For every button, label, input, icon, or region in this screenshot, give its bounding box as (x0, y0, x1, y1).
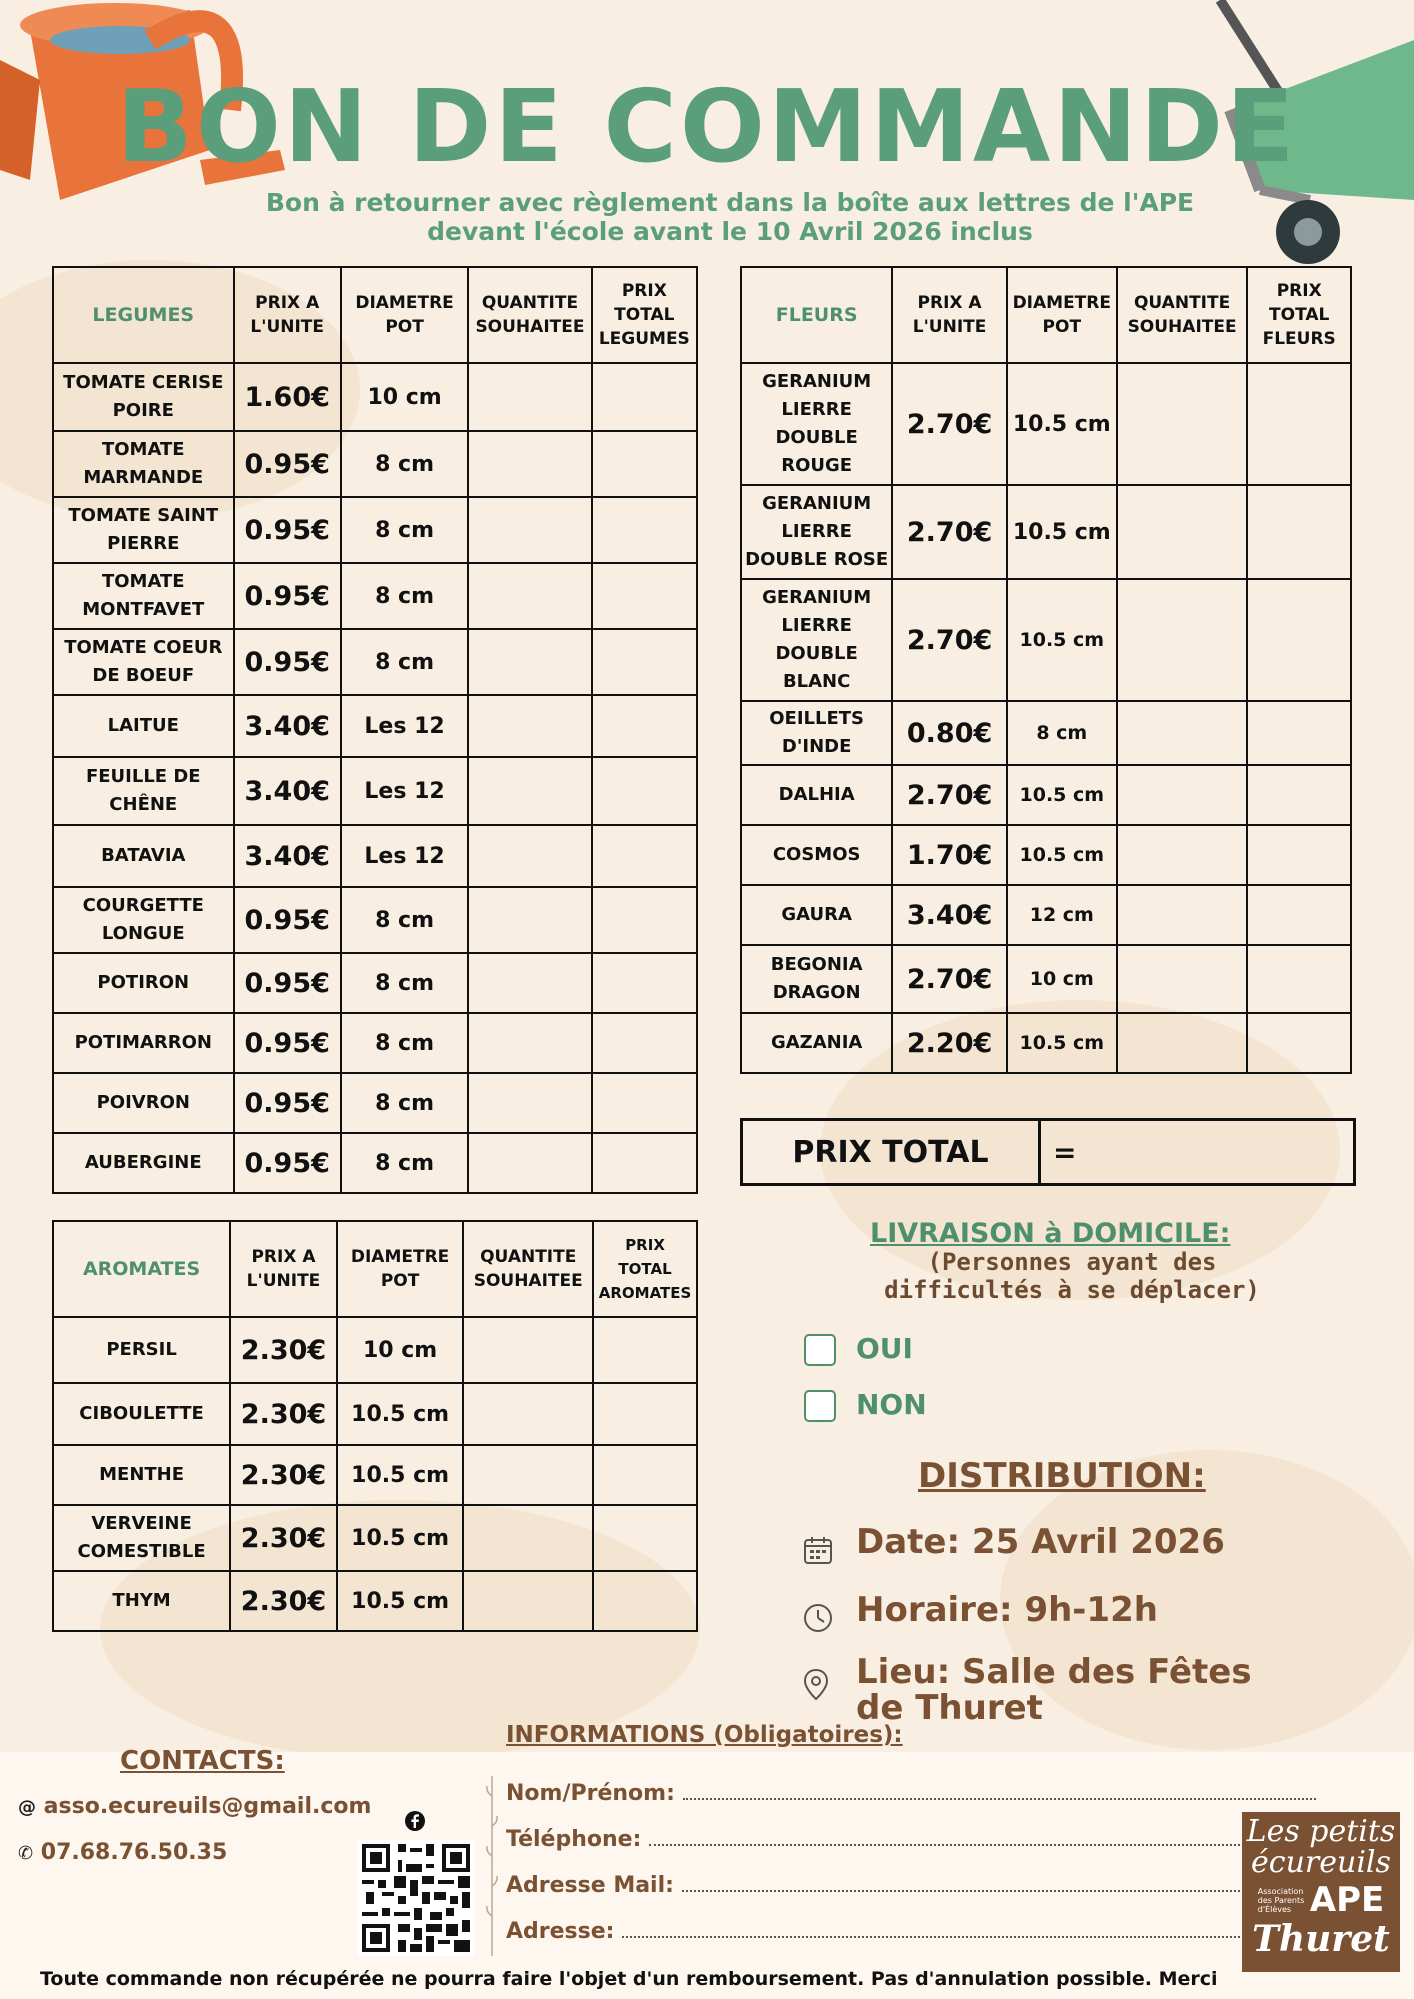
prix-total-value[interactable]: = (1053, 1135, 1077, 1169)
quantity-cell[interactable] (468, 757, 591, 825)
fleurs-table (740, 266, 1352, 1074)
product-price: 0.95€ (234, 1013, 341, 1073)
table-row (53, 431, 697, 497)
phone-icon: ✆ (18, 1843, 34, 1864)
table-row (53, 1383, 697, 1445)
email-input[interactable] (682, 1878, 1240, 1892)
table-row (53, 1073, 697, 1133)
total-cell[interactable] (1247, 885, 1351, 945)
non-label: NON (856, 1388, 927, 1421)
table-row (53, 363, 697, 431)
total-cell[interactable] (592, 629, 697, 695)
product-name: TOMATE MONTFAVET (53, 563, 234, 629)
qr-code[interactable] (358, 1840, 474, 1956)
pot-diameter: 8 cm (341, 1013, 468, 1073)
table-row (53, 1133, 697, 1193)
subtitle-line-1: Bon à retourner avec règlement dans la boîte aux lettres de l'APE (265, 188, 1195, 217)
product-name: VERVEINE COMESTIBLE (53, 1505, 230, 1571)
product-price: 2.30€ (230, 1383, 337, 1445)
quantity-cell[interactable] (1117, 485, 1248, 579)
product-name: TOMATE MARMANDE (53, 431, 234, 497)
pot-diameter: 10.5 cm (337, 1383, 464, 1445)
info-label-phone: Téléphone: (506, 1826, 642, 1852)
pot-diameter: 8 cm (341, 1133, 468, 1193)
phone-input[interactable] (649, 1832, 1240, 1846)
aromates-header-diameter: DIAMETRE POT (337, 1221, 464, 1317)
legumes-table (52, 266, 698, 1194)
fleurs-header-price: PRIX A L'UNITE (892, 267, 1007, 363)
pot-diameter: 10 cm (1007, 945, 1117, 1013)
total-cell[interactable] (592, 1013, 697, 1073)
legumes-header-total: PRIX TOTAL LEGUMES (592, 267, 697, 363)
quantity-cell[interactable] (468, 825, 591, 887)
info-field-phone (506, 1816, 1240, 1862)
prix-total-box (740, 1118, 1356, 1186)
table-row (53, 1013, 697, 1073)
pot-diameter: 8 cm (341, 887, 468, 953)
quantity-cell[interactable] (1117, 885, 1248, 945)
product-price: 1.70€ (892, 825, 1007, 885)
table-row (741, 485, 1351, 579)
quantity-cell[interactable] (463, 1505, 593, 1571)
quantity-cell[interactable] (468, 1133, 591, 1193)
pot-diameter: 8 cm (341, 431, 468, 497)
livraison-subtitle-line-1: (Personnes ayant des (927, 1248, 1217, 1276)
pot-diameter: 8 cm (341, 1073, 468, 1133)
product-name: GERANIUM LIERRE DOUBLE BLANC (741, 579, 892, 701)
product-name: GAURA (741, 885, 892, 945)
product-name: TOMATE SAINT PIERRE (53, 497, 234, 563)
total-cell[interactable] (592, 1133, 697, 1193)
product-name: POTIMARRON (53, 1013, 234, 1073)
aromates-header-price: PRIX A L'UNITE (230, 1221, 337, 1317)
quantity-cell[interactable] (468, 563, 591, 629)
logo-line-2: écureuils (1251, 1845, 1391, 1880)
quantity-cell[interactable] (1117, 701, 1248, 765)
pot-diameter: 8 cm (341, 563, 468, 629)
product-name: OEILLETS D'INDE (741, 701, 892, 765)
pot-diameter: 10.5 cm (337, 1505, 464, 1571)
page-title: BON DE COMMANDE (116, 68, 1298, 185)
product-name: POIVRON (53, 1073, 234, 1133)
pot-diameter: 10 cm (341, 363, 468, 431)
product-price: 2.30€ (230, 1317, 337, 1383)
distribution-horaire: Horaire: 9h-12h (856, 1590, 1158, 1630)
footer-note: Toute commande non récupérée ne pourra faire l'objet d'un remboursement. Pas d'annulation possible. Merci (40, 1968, 1218, 1990)
product-price: 1.60€ (234, 363, 341, 431)
distribution-lieu-line-2: de Thuret (856, 1688, 1043, 1728)
oui-label: OUI (856, 1332, 913, 1365)
pot-diameter: 10.5 cm (337, 1445, 464, 1505)
quantity-cell[interactable] (463, 1317, 593, 1383)
product-price: 2.20€ (892, 1013, 1007, 1073)
product-price: 2.30€ (230, 1571, 337, 1631)
table-row (53, 629, 697, 695)
quantity-cell[interactable] (1117, 579, 1248, 701)
table-row (741, 765, 1351, 825)
quantity-cell[interactable] (468, 953, 591, 1013)
info-label-email: Adresse Mail: (506, 1872, 674, 1898)
total-cell[interactable] (1247, 485, 1351, 579)
pot-diameter: 10.5 cm (1007, 825, 1117, 885)
table-row (741, 825, 1351, 885)
pot-diameter: 10.5 cm (1007, 1013, 1117, 1073)
table-row (741, 701, 1351, 765)
total-cell[interactable] (1247, 825, 1351, 885)
product-name: GERANIUM LIERRE DOUBLE ROUGE (741, 363, 892, 485)
total-cell[interactable] (592, 431, 697, 497)
table-row (53, 757, 697, 825)
logo-line-1: Les petits (1246, 1814, 1396, 1849)
prix-total-label: PRIX TOTAL (743, 1121, 1041, 1183)
table-row (53, 695, 697, 757)
total-cell[interactable] (593, 1383, 697, 1445)
total-cell[interactable] (592, 757, 697, 825)
product-name: CIBOULETTE (53, 1383, 230, 1445)
quantity-cell[interactable] (463, 1383, 593, 1445)
total-cell[interactable] (592, 497, 697, 563)
total-cell[interactable] (592, 363, 697, 431)
product-name: DALHIA (741, 765, 892, 825)
pot-diameter: 10 cm (337, 1317, 464, 1383)
location-pin-icon (802, 1668, 830, 1702)
logo-association: Association des Parents d'Élèves (1257, 1886, 1305, 1914)
total-cell[interactable] (592, 695, 697, 757)
table-row (53, 563, 697, 629)
quantity-cell[interactable] (1117, 363, 1248, 485)
aromates-header-category: AROMATES (53, 1221, 230, 1317)
product-price: 2.70€ (892, 945, 1007, 1013)
product-name: BEGONIA DRAGON (741, 945, 892, 1013)
total-cell[interactable] (593, 1571, 697, 1631)
table-row (53, 953, 697, 1013)
product-name: BATAVIA (53, 825, 234, 887)
product-price: 0.95€ (234, 563, 341, 629)
pot-diameter: 12 cm (1007, 885, 1117, 945)
subtitle (260, 188, 1200, 246)
total-cell[interactable] (592, 563, 697, 629)
oui-checkbox[interactable] (804, 1334, 836, 1366)
pot-diameter: Les 12 (341, 757, 468, 825)
table-row (53, 825, 697, 887)
total-cell[interactable] (593, 1445, 697, 1505)
total-cell[interactable] (1247, 765, 1351, 825)
quantity-cell[interactable] (1117, 1013, 1248, 1073)
pot-diameter: Les 12 (341, 695, 468, 757)
product-name: TOMATE COEUR DE BOEUF (53, 629, 234, 695)
product-name: MENTHE (53, 1445, 230, 1505)
distribution-title: DISTRIBUTION: (918, 1456, 1206, 1496)
livraison-subtitle (872, 1248, 1272, 1304)
product-price: 3.40€ (234, 825, 341, 887)
contact-email[interactable]: asso.ecureuils@gmail.com (43, 1794, 372, 1819)
product-price: 2.70€ (892, 579, 1007, 701)
table-row (53, 887, 697, 953)
total-cell[interactable] (1247, 701, 1351, 765)
contact-phone[interactable]: 07.68.76.50.35 (40, 1840, 228, 1865)
quantity-cell[interactable] (468, 363, 591, 431)
product-name: AUBERGINE (53, 1133, 234, 1193)
product-price: 2.70€ (892, 363, 1007, 485)
product-name: COURGETTE LONGUE (53, 887, 234, 953)
quantity-cell[interactable] (468, 887, 591, 953)
table-row (741, 1013, 1351, 1073)
total-cell[interactable] (1247, 945, 1351, 1013)
total-cell[interactable] (1247, 363, 1351, 485)
info-label-name: Nom/Prénom: (506, 1780, 675, 1806)
pot-diameter: Les 12 (341, 825, 468, 887)
non-checkbox[interactable] (804, 1390, 836, 1422)
product-price: 3.40€ (234, 695, 341, 757)
informations-title: INFORMATIONS (Obligatoires): (506, 1722, 903, 1748)
quantity-cell[interactable] (468, 695, 591, 757)
quantity-cell[interactable] (1117, 765, 1248, 825)
quantity-cell[interactable] (468, 1073, 591, 1133)
address-input[interactable] (622, 1924, 1240, 1938)
pot-diameter: 8 cm (341, 629, 468, 695)
calendar-icon (802, 1534, 834, 1566)
product-name: GERANIUM LIERRE DOUBLE ROSE (741, 485, 892, 579)
quantity-cell[interactable] (468, 431, 591, 497)
product-price: 3.40€ (234, 757, 341, 825)
at-icon: @ (18, 1797, 36, 1818)
total-cell[interactable] (593, 1505, 697, 1571)
product-price: 0.95€ (234, 497, 341, 563)
quantity-cell[interactable] (468, 629, 591, 695)
info-field-email (506, 1862, 1240, 1908)
fleurs-header-quantity: QUANTITE SOUHAITEE (1117, 267, 1248, 363)
table-row (53, 1317, 697, 1383)
distribution-lieu (856, 1654, 1252, 1726)
livraison-subtitle-line-2: difficultés à se déplacer) (884, 1276, 1260, 1304)
product-name: POTIRON (53, 953, 234, 1013)
product-price: 0.95€ (234, 629, 341, 695)
legumes-header-diameter: DIAMETRE POT (341, 267, 468, 363)
quantity-cell[interactable] (463, 1571, 593, 1631)
product-price: 0.95€ (234, 887, 341, 953)
pot-diameter: 10.5 cm (1007, 485, 1117, 579)
table-row (53, 1445, 697, 1505)
quantity-cell[interactable] (1117, 825, 1248, 885)
aromates-header-total: PRIX TOTAL AROMATES (593, 1221, 697, 1317)
facebook-icon[interactable] (404, 1810, 426, 1832)
contact-phone-row (18, 1840, 227, 1865)
clock-icon (802, 1602, 834, 1634)
product-price: 2.30€ (230, 1445, 337, 1505)
legumes-header-price: PRIX A L'UNITE (234, 267, 341, 363)
total-cell[interactable] (592, 953, 697, 1013)
fleurs-header-category: FLEURS (741, 267, 892, 363)
table-row (741, 579, 1351, 701)
contact-email-row (18, 1794, 371, 1819)
pot-diameter: 10.5 cm (1007, 363, 1117, 485)
info-field-address (506, 1908, 1240, 1954)
fleurs-header-total: PRIX TOTAL FLEURS (1247, 267, 1351, 363)
total-cell[interactable] (592, 887, 697, 953)
product-price: 3.40€ (892, 885, 1007, 945)
product-price: 0.95€ (234, 1073, 341, 1133)
product-name: GAZANIA (741, 1013, 892, 1073)
table-row (53, 1571, 697, 1631)
product-name: COSMOS (741, 825, 892, 885)
total-cell[interactable] (593, 1317, 697, 1383)
product-name: FEUILLE DE CHÊNE (53, 757, 234, 825)
product-name: TOMATE CERISE POIRE (53, 363, 234, 431)
product-price: 0.80€ (892, 701, 1007, 765)
product-price: 0.95€ (234, 431, 341, 497)
livraison-title: LIVRAISON à DOMICILE: (870, 1218, 1231, 1249)
ape-logo (1242, 1812, 1400, 1972)
table-row (741, 945, 1351, 1013)
informations-fields (506, 1770, 1316, 1954)
table-row (741, 363, 1351, 485)
total-cell[interactable] (592, 825, 697, 887)
fleurs-header-diameter: DIAMETRE POT (1007, 267, 1117, 363)
quantity-cell[interactable] (468, 497, 591, 563)
logo-town: Thuret (1252, 1918, 1390, 1960)
distribution-date: Date: 25 Avril 2026 (856, 1522, 1225, 1562)
table-row (53, 497, 697, 563)
logo-ape: APE (1309, 1880, 1385, 1920)
product-price: 2.70€ (892, 765, 1007, 825)
pot-diameter: 10.5 cm (337, 1571, 464, 1631)
quantity-cell[interactable] (1117, 945, 1248, 1013)
aromates-table (52, 1220, 698, 1632)
product-name: PERSIL (53, 1317, 230, 1383)
total-cell[interactable] (1247, 1013, 1351, 1073)
total-cell[interactable] (1247, 579, 1351, 701)
legumes-header-category: LEGUMES (53, 267, 234, 363)
aromates-header-quantity: QUANTITE SOUHAITEE (463, 1221, 593, 1317)
total-cell[interactable] (592, 1073, 697, 1133)
pot-diameter: 10.5 cm (1007, 579, 1117, 701)
pot-diameter: 8 cm (341, 497, 468, 563)
table-row (741, 885, 1351, 945)
table-row (53, 1505, 697, 1571)
quantity-cell[interactable] (468, 1013, 591, 1073)
product-name: THYM (53, 1571, 230, 1631)
product-price: 2.30€ (230, 1505, 337, 1571)
subtitle-line-2: devant l'école avant le 10 Avril 2026 inclus (427, 217, 1033, 246)
info-field-name (506, 1770, 1316, 1816)
distribution-lieu-line-1: Lieu: Salle des Fêtes (856, 1652, 1252, 1692)
pot-diameter: 10.5 cm (1007, 765, 1117, 825)
product-price: 0.95€ (234, 1133, 341, 1193)
pot-diameter: 8 cm (1007, 701, 1117, 765)
name-input[interactable] (683, 1786, 1316, 1800)
quantity-cell[interactable] (463, 1445, 593, 1505)
product-price: 0.95€ (234, 953, 341, 1013)
info-label-address: Adresse: (506, 1918, 615, 1944)
product-name: LAITUE (53, 695, 234, 757)
product-price: 2.70€ (892, 485, 1007, 579)
pot-diameter: 8 cm (341, 953, 468, 1013)
contacts-title: CONTACTS: (120, 1746, 285, 1776)
legumes-header-quantity: QUANTITE SOUHAITEE (468, 267, 591, 363)
branch-divider-icon (484, 1776, 500, 1956)
